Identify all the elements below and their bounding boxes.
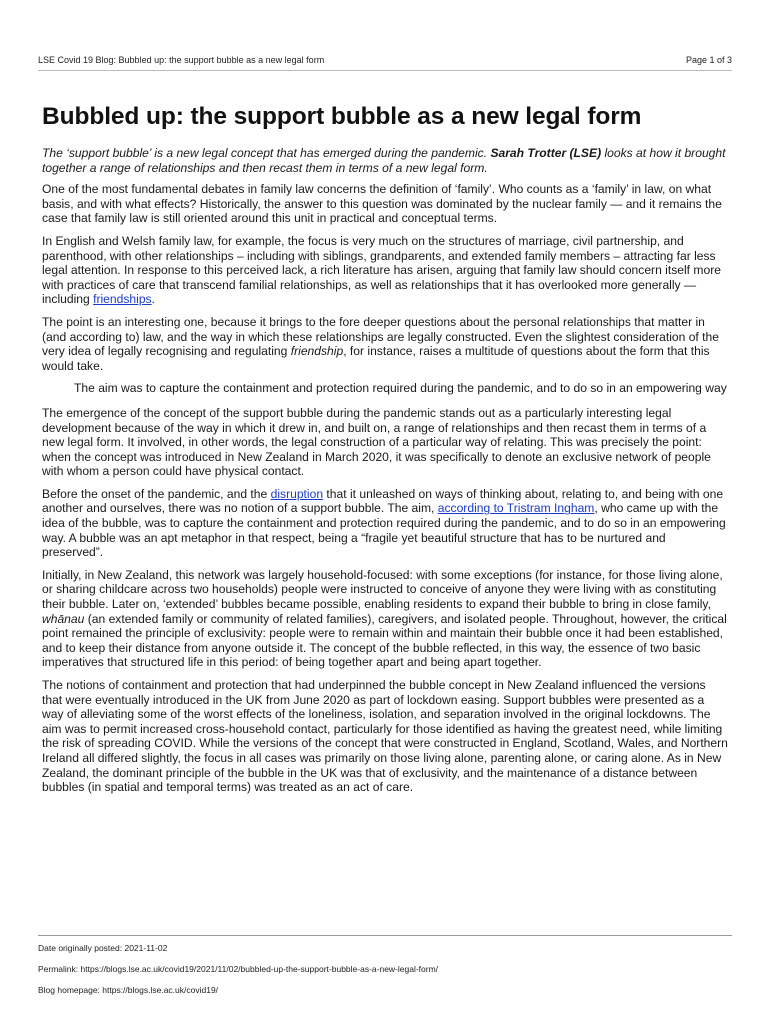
footer-blog-homepage: Blog homepage: https://blogs.lse.ac.uk/covid19/ — [38, 985, 219, 995]
paragraph-5-text-c: , who came up with the idea of the bubble, was to capture the containment and protection required during the pandemic, and to do so in an empowering way. A bubble was an apt metaphor in that respect, being a “fragile yet beautiful structure that has to be nurtured and preserved”. — [42, 501, 726, 560]
paragraph-5-text-b: that it unleashed on ways of thinking about, relating to, and being with one another and ourselves, there was no notion of a support bubble. The aim, — [42, 486, 724, 516]
footer-date-posted: Date originally posted: 2021-11-02 — [38, 943, 168, 953]
intro-text-b: looks at how it brought together a range of relationships and then recast them in terms of a new legal form. — [42, 146, 726, 175]
header-blog-title: LSE Covid 19 Blog: Bubbled up: the support bubble as a new legal form — [38, 55, 325, 65]
pull-quote: The aim was to capture the containment and protection required during the pandemic, and to do so in an empowering way — [74, 381, 727, 396]
paragraph-5 — [42, 487, 728, 560]
intro-text-a: The ‘support bubble’ is a new legal concept that has emerged during the pandemic. — [42, 146, 491, 160]
page-footer — [38, 935, 732, 1006]
intro-author: Sarah Trotter (LSE) — [490, 146, 602, 160]
paragraph-6-emphasis: whānau — [42, 611, 85, 626]
disruption-link[interactable]: disruption — [270, 486, 324, 501]
friendships-link[interactable]: friendships — [93, 292, 152, 307]
paragraph-6-text-b: (an extended family or community of related families), caregivers, and isolated people. Throughout, however, the critical point remained the principle of exclusivity: people were to remain within and maintain their bubble once it had been established, and to keep their distance from anyone outside it. The concept of the bubble reflected, in this way, the essence of two basic imperatives that structured life in this period: of being together apart and being apart together. — [42, 611, 727, 670]
header-page-number: Page 1 of 3 — [685, 55, 732, 65]
paragraph-2-text-b: . — [151, 292, 155, 307]
paragraph-3-text-b: , for instance, raises a multitude of questions about the form that this would take. — [42, 344, 710, 373]
article-intro — [42, 146, 728, 175]
paragraph-2-text-a: In English and Welsh family law, for example, the focus is very much on the structures of marriage, civil partnership, and parenthood, with other relationships – including with siblings, grandparents, and extended family members – attracting far less legal attention. In response to this perceived lack, a rich literature has arisen, arguing that family law should concern itself more with practices of care that transcend familial relationships, as well as relationships that it has overlooked more generally — including — [42, 233, 721, 307]
paragraph-1: One of the most fundamental debates in family law concerns the definition of ‘family’. Who counts as a ‘family’ in law, on what basis, and with what effects? Historically, the answer to this question was dominated by the nuclear family — and it remains the case that family law is still oriented around this unit in practical and conceptual terms. — [42, 182, 722, 226]
paragraph-6 — [42, 568, 728, 670]
paragraph-3-emphasis: friendship — [290, 344, 344, 359]
page-header — [38, 55, 732, 65]
paragraph-5-text-a: Before the onset of the pandemic, and the — [42, 486, 271, 501]
tristram-ingham-link[interactable]: according to Tristram Ingham — [437, 501, 595, 516]
paragraph-3-text-a: The point is an interesting one, because it brings to the fore deeper questions about the personal relationships that matter in (and according to) law, and the way in which these relationships are legally constructed. Even the slightest consideration of the very idea of legally recognising and regulating — [42, 314, 719, 359]
paragraph-2 — [42, 234, 728, 307]
footer-permalink: Permalink: https://blogs.lse.ac.uk/covid19/2021/11/02/bubbled-up-the-support-bubble-as-a-new-legal-form/ — [38, 964, 439, 974]
article-title: Bubbled up: the support bubble as a new legal form — [42, 103, 642, 130]
paragraph-3 — [42, 315, 728, 373]
paragraph-7: The notions of containment and protection that had underpinned the bubble concept in New Zealand influenced the versions that were eventually introduced in the UK from June 2020 as part of lockdown easing. Support bubbles were presented as a way of alleviating some of the worst effects of the loneliness, isolation, and separation involved in the original lockdowns. The aim was to permit increased cross-household contact, particularly for those identified as having the greatest need, while limiting the risk of spreading COVID. While the versions of the concept that were constructed in England, Scotland, Wales, and Northern Ireland all differed slightly, the focus in all cases was primarily on those living alone, parenting alone, or caring alone. As in New Zealand, the dominant principle of the bubble in the UK was that of exclusivity, and the maintenance of a distance between bubbles (in spatial and temporal terms) was treated as an act of care. — [42, 678, 728, 795]
article-body — [42, 103, 728, 803]
paragraph-4: The emergence of the concept of the support bubble during the pandemic stands out as a particularly interesting legal development because of the way in which it drew in, and built on, a range of relationships and then recast them in terms of a new legal form. It involved, in other words, the legal construction of a particular way of relating. This was precisely the point: when the concept was introduced in New Zealand in March 2020, it was specifically to denote an exclusive network of people with whom a person could have physical contact. — [42, 405, 711, 479]
paragraph-6-text-a: Initially, in New Zealand, this network was largely household-focused: with some exceptions (for instance, for those living alone, or sharing childcare across two households) people were instructed to conceive of anyone they were living with as constituting their bubble. Later on, ‘extended’ bubbles became possible, enabling residents to expand their bubble to bring in close family, — [42, 567, 723, 612]
